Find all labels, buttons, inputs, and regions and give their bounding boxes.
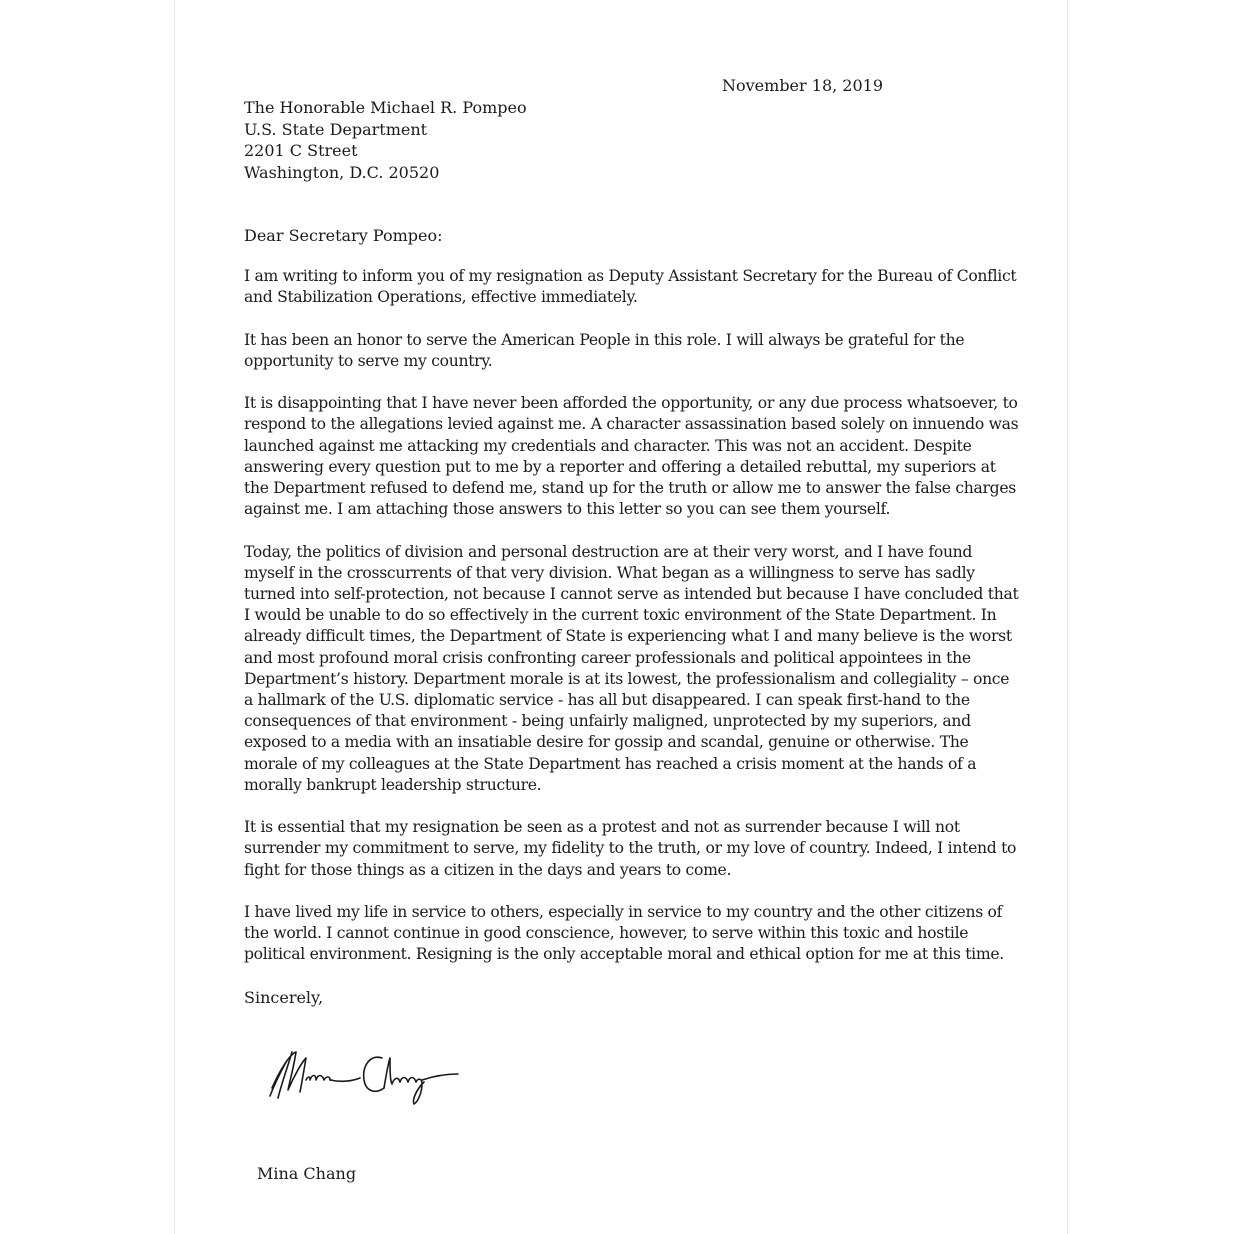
paragraph-3: It is disappointing that I have never been afforded the opportunity, or any due process whatsoever, to respond to the allegations levied against me. A character assassination based solely on innuendo was launched against me attacking my credentials and character. This was not an accident. Despite answering every question put to me by a reporter and offering a detailed rebuttal, my superiors at the Department refused to defend me, stand up for the truth or allow me to answer the false charges against me. I am attaching those answers to this letter so you can see them yourself. [244,394,1019,519]
recipient-name: The Honorable Michael R. Pompeo [244,98,527,117]
letter-date: November 18, 2019 [722,76,884,95]
letter-body [244,266,1019,987]
recipient-address [244,97,527,183]
recipient-street: 2201 C Street [244,141,358,160]
closing: Sincerely, [244,988,324,1007]
paragraph-1: I am writing to inform you of my resignation as Deputy Assistant Secretary for the Bureau of Conflict and Stabilization Operations, effective immediately. [244,267,1017,307]
signer-name: Mina Chang [257,1164,357,1183]
recipient-city: Washington, D.C. 20520 [244,162,440,182]
recipient-organization: U.S. State Department [244,119,428,139]
letter-page [174,0,1068,1234]
paragraph-4: Today, the politics of division and personal destruction are at their very worst, and I have found myself in the crosscurrents of that very division. What began as a willingness to serve has sadly turned into self-protection, not because I cannot serve as intended but because I have concluded that I would be unable to do so effectively in the current toxic environment of the State Department. In already difficult times, the Department of State is experiencing what I and many believe is the worst and most profound moral crisis confronting career professionals and political appointees in the Department’s history. Department morale is at its lowest, the professionalism and collegiality – once a hallmark of the U.S. diplomatic service - has all but disappeared. I can speak first-hand to the consequences of that environment - being unfairly maligned, unprotected by my superiors, and exposed to a media with an insatiable desire for gossip and scandal, genuine or otherwise. The morale of my colleagues at the State Department has reached a crisis moment at the hands of a morally bankrupt leadership structure. [244,542,1019,794]
paragraph-2: It has been an honor to serve the American People in this role. I will always be grateful for the opportunity to serve my country. [244,330,965,370]
handwritten-signature [266,1040,466,1110]
paragraph-6: I have lived my life in service to others, especially in service to my country and the other citizens of the world. I cannot continue in good conscience, however, to serve within this toxic and hostile political environment. Resigning is the only acceptable moral and ethical option for me at this time. [244,903,1004,964]
salutation: Dear Secretary Pompeo: [244,226,443,245]
paragraph-5: It is essential that my resignation be seen as a protest and not as surrender because I will not surrender my commitment to serve, my fidelity to the truth, or my love of country. Indeed, I intend to fight for those things as a citizen in the days and years to come. [244,818,1017,879]
